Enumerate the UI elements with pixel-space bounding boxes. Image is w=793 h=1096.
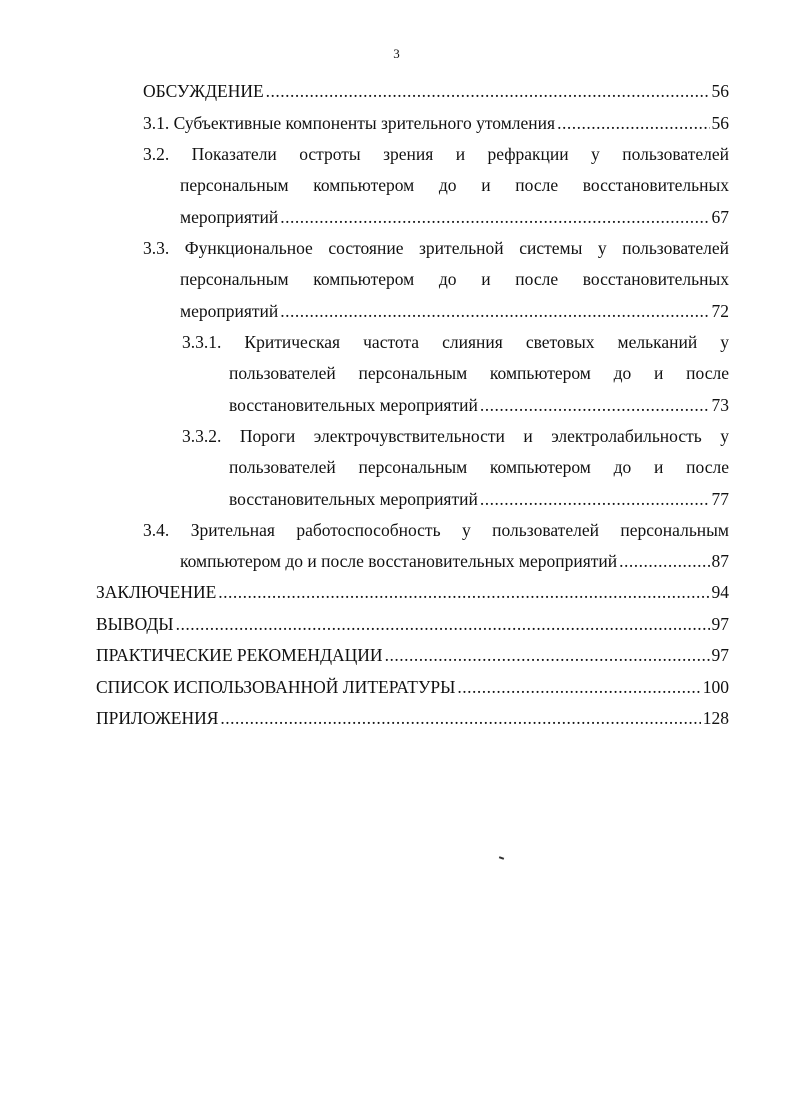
toc-page-number: 77 [711, 488, 729, 509]
toc-page-number: 56 [711, 81, 729, 101]
toc-entry-title-continued: восстановительных мероприятий [229, 394, 478, 415]
toc-entry-appendices[interactable] [96, 703, 729, 734]
toc-entry-3-3-1[interactable] [182, 327, 729, 421]
toc-entry-3-3[interactable] [143, 233, 729, 327]
toc-entry-title: 3.2. Показатели остроты зрения и рефракции у пользователей [143, 144, 729, 164]
toc-entry-title: ОБСУЖДЕНИЕ [143, 81, 264, 101]
toc-entry-references[interactable] [96, 672, 729, 703]
toc-entry-title: 3.3.1. Критическая частота слияния световых мельканий у [182, 332, 729, 352]
dot-leader [218, 577, 709, 608]
toc-entry-title: 3.1. Субъективные компоненты зрительного утомления [143, 113, 556, 133]
toc-entry-title: СПИСОК ИСПОЛЬЗОВАННОЙ ЛИТЕРАТУРЫ [96, 677, 456, 697]
dot-leader [176, 609, 710, 640]
dot-leader [280, 202, 709, 233]
dot-leader [619, 546, 709, 577]
dot-leader [557, 108, 709, 139]
toc-page-number: 56 [711, 113, 729, 133]
toc-entry-title-continued: восстановительных мероприятий [229, 488, 478, 509]
toc-page-number: 97 [711, 645, 729, 665]
toc-entry-title-continued: мероприятий [180, 300, 279, 321]
toc-page-number: 94 [711, 582, 729, 602]
toc-page-number: 87 [711, 551, 729, 572]
toc-entry-title: 3.3. Функциональное состояние зрительной системы у пользователей [143, 238, 729, 258]
dot-leader [480, 484, 710, 515]
page-number: 3 [393, 46, 400, 61]
toc-page-number: 97 [711, 614, 729, 634]
dot-leader [280, 296, 709, 327]
toc-entry-3-4[interactable] [143, 515, 729, 578]
toc-page-number: 100 [702, 677, 729, 697]
toc-entry-title-continued: персональным компьютером до и после восстановительных [180, 175, 729, 196]
toc-entry-conclusion[interactable] [96, 577, 729, 608]
toc-page-number: 67 [711, 206, 729, 227]
toc-entry-title-continued: персональным компьютером до и после восстановительных [180, 269, 729, 290]
toc-page-number: 73 [711, 394, 729, 415]
toc-page-number: 128 [702, 708, 729, 728]
toc-entry-title: ПРИЛОЖЕНИЯ [96, 708, 219, 728]
dot-leader [457, 672, 700, 703]
toc-entry-title: 3.3.2. Пороги электрочувствительности и электролабильность у [182, 426, 729, 446]
dot-leader [480, 390, 710, 421]
toc-entry-title-continued: компьютером до и после восстановительных мероприятий [180, 551, 618, 572]
dot-leader [385, 640, 710, 671]
toc-entry-recommendations[interactable] [96, 640, 729, 671]
toc-entry-findings[interactable] [96, 609, 729, 640]
toc-entry-title-continued: мероприятий [180, 206, 279, 227]
toc-entry-3-1[interactable] [143, 108, 729, 139]
toc-entry-title: ВЫВОДЫ [96, 614, 174, 634]
toc-entry-3-2[interactable] [143, 139, 729, 233]
toc-entry-discussion[interactable] [143, 76, 729, 107]
toc-entry-title: ПРАКТИЧЕСКИЕ РЕКОМЕНДАЦИИ [96, 645, 383, 665]
toc-entry-title-continued: пользователей персональным компьютером до и после [229, 363, 729, 384]
toc-entry-3-3-2[interactable] [182, 421, 729, 515]
toc-entry-title-continued: пользователей персональным компьютером до и после [229, 457, 729, 478]
toc-entry-title: ЗАКЛЮЧЕНИЕ [96, 582, 217, 602]
toc-page-number: 72 [711, 300, 729, 321]
scan-mark [499, 856, 504, 860]
dot-leader [220, 703, 700, 734]
dot-leader [266, 76, 710, 107]
toc-entry-title: 3.4. Зрительная работоспособность у пользователей персональным [143, 520, 729, 540]
